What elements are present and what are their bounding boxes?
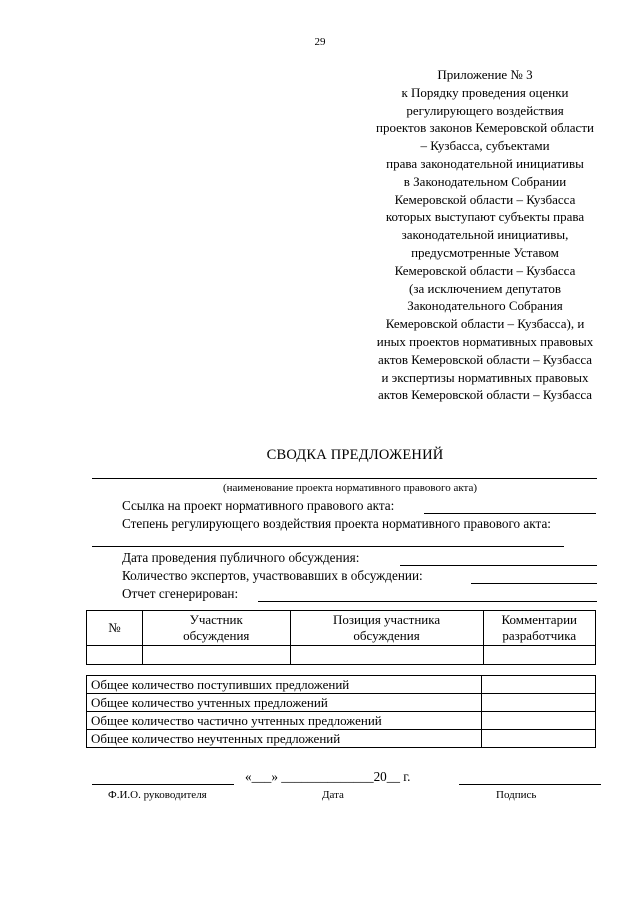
appendix-header <box>340 66 630 404</box>
summary-label: Общее количество неучтенных предложений <box>87 730 482 748</box>
signature-line <box>459 784 601 785</box>
summary-value[interactable] <box>482 694 596 712</box>
head-name-caption: Ф.И.О. руководителя <box>108 789 207 801</box>
discussion-date-label: Дата проведения публичного обсуждения: <box>122 550 360 565</box>
summary-value[interactable] <box>482 730 596 748</box>
impact-degree-fill-line <box>92 546 564 547</box>
date-caption: Дата <box>322 789 344 801</box>
table-header-row <box>87 611 596 646</box>
proposals-table <box>86 610 596 665</box>
experts-count-fill-line <box>471 583 597 584</box>
page-number: 29 <box>314 36 326 48</box>
appendix-line: права законодательной инициативы <box>386 155 584 171</box>
report-generated-label: Отчет сгенерирован: <box>122 586 239 601</box>
summary-label: Общее количество частично учтенных предложений <box>87 712 482 730</box>
act-name-line <box>92 478 597 479</box>
appendix-line: законодательной инициативы, <box>401 227 569 243</box>
table-cell[interactable] <box>290 646 483 665</box>
impact-degree-label: Степень регулирующего воздействия проекта нормативного правового акта: <box>122 516 551 531</box>
appendix-line: Приложение № 3 <box>437 67 533 82</box>
summary-label: Общее количество поступивших предложений <box>87 676 482 694</box>
project-link-fill-line <box>424 513 596 514</box>
table-cell[interactable] <box>87 646 143 665</box>
header-participant: Участник обсуждения <box>142 611 290 646</box>
summary-row <box>87 676 596 694</box>
discussion-date-fill-line <box>400 565 597 566</box>
act-name-caption: (наименование проекта нормативного правового акта) <box>222 482 478 494</box>
table-cell[interactable] <box>483 646 595 665</box>
appendix-line: которых выступают субъекты права <box>385 209 585 225</box>
signature-caption: Подпись <box>496 789 537 801</box>
summary-table <box>86 675 596 748</box>
summary-value[interactable] <box>482 676 596 694</box>
appendix-line: Кемеровской области – Кузбасса), и <box>385 316 585 332</box>
document-title: СВОДКА ПРЕДЛОЖЕНИЙ <box>266 447 444 463</box>
project-link-label: Ссылка на проект нормативного правового акта: <box>122 498 395 513</box>
appendix-line: (за исключением депутатов <box>409 280 561 296</box>
header-comments: Комментарии разработчика <box>483 611 595 646</box>
appendix-line: актов Кемеровской области – Кузбасса <box>377 351 593 367</box>
appendix-line: и экспертизы нормативных правовых <box>381 369 589 385</box>
table-cell[interactable] <box>142 646 290 665</box>
header-position: Позиция участника обсуждения <box>290 611 483 646</box>
appendix-line: актов Кемеровской области – Кузбасса <box>377 387 593 403</box>
appendix-line: в Законодательном Собрании <box>403 173 567 189</box>
signature-date-template: «___» ______________20__ г. <box>245 769 411 784</box>
appendix-line: Кемеровской области – Кузбасса <box>394 262 576 278</box>
report-generated-fill-line <box>258 601 597 602</box>
summary-row <box>87 694 596 712</box>
summary-value[interactable] <box>482 712 596 730</box>
appendix-line: Законодательного Собрания <box>407 298 563 314</box>
header-number: № <box>87 611 143 646</box>
summary-row <box>87 730 596 748</box>
appendix-line: предусмотренные Уставом <box>411 244 559 260</box>
experts-count-label: Количество экспертов, участвовавших в обсуждении: <box>122 568 423 583</box>
table-row <box>87 646 596 665</box>
summary-row <box>87 712 596 730</box>
appendix-line: иных проектов нормативных правовых <box>376 333 594 349</box>
summary-label: Общее количество учтенных предложений <box>87 694 482 712</box>
appendix-line: Кемеровской области – Кузбасса <box>394 191 576 207</box>
appendix-line: проектов законов Кемеровской области <box>376 120 594 136</box>
appendix-line: – Кузбасса, субъектами <box>420 138 550 154</box>
head-name-line <box>92 784 234 785</box>
appendix-line: к Порядку проведения оценки <box>401 84 569 100</box>
appendix-line: регулирующего воздействия <box>406 102 564 118</box>
